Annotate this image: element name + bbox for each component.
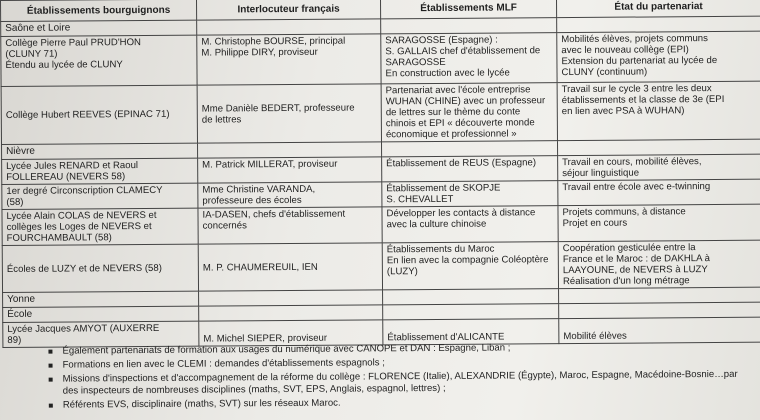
cell-line: Travail entre école avec e-twinning xyxy=(562,181,711,194)
notes-list xyxy=(42,341,760,414)
cell-line: Mme Danièle BEDERT, professeure xyxy=(201,102,355,115)
etablissement-cell xyxy=(2,208,198,245)
header-etablissements-mlf: Établissements MLF xyxy=(380,0,556,19)
etat-cell xyxy=(558,179,760,205)
table-row xyxy=(1,31,760,86)
bullet-icon xyxy=(49,378,53,382)
cell-line: professeure des écoles xyxy=(202,194,302,207)
empty-cell xyxy=(199,290,383,306)
etat-cell xyxy=(557,31,760,82)
header-etablissements-bourguignons: Établissements bourguignons xyxy=(1,0,197,21)
mlf-cell xyxy=(382,242,558,290)
cell-line: SARAGOSSE xyxy=(385,56,446,69)
header-interlocuteur-francais: Interlocuteur français xyxy=(196,0,380,20)
cell-line: Étendu au lycée de CLUNY xyxy=(5,59,123,71)
cell-line: M. Patrick MILLERAT, proviseur xyxy=(202,158,338,171)
cell-line: M. Michel SIEPER, proviseur xyxy=(203,332,328,345)
cell-line: Partenariat avec l'école entreprise xyxy=(385,84,531,97)
cell-line: FOURCHAMBAULT (58) xyxy=(6,232,112,244)
cell-line: Réalisation d'un long métrage xyxy=(562,275,690,288)
cell-line: Développer les contacts à distance xyxy=(386,207,536,220)
cell-line: Établissement d'ALICANTE xyxy=(387,331,505,344)
mlf-cell xyxy=(383,319,559,345)
cell-line: en lien avec PSA à WUHAN) xyxy=(561,105,685,118)
empty-cell xyxy=(198,142,382,158)
etat-cell xyxy=(557,81,760,140)
empty-cell xyxy=(381,18,557,34)
cell-line: Mme Christine VARANDA, xyxy=(202,183,316,196)
mlf-cell xyxy=(382,206,558,243)
cell-line: avec la culture chinoise xyxy=(386,218,487,231)
cell-line: chinois et EPI « découverte monde xyxy=(385,117,535,130)
etablissement-cell xyxy=(1,85,197,144)
interlocuteur-cell xyxy=(198,207,382,244)
empty-cell xyxy=(557,16,760,32)
cell-line: France et le Maroc : de DAKHLA à xyxy=(562,253,711,266)
mlf-cell xyxy=(382,181,558,207)
cell-line: (58) xyxy=(6,196,24,208)
cell-line: Lycée Jacques AMYOT (AUXERRE xyxy=(7,322,160,335)
cell-line: Établissement de SKOPJE xyxy=(386,182,501,195)
table-row xyxy=(1,81,760,144)
cell-line: M. Christophe BOURSE, principal xyxy=(201,35,346,48)
section-row-label: Nièvre xyxy=(2,143,198,159)
cell-line: Travail en cours, mobilité élèves, xyxy=(562,156,702,169)
etablissement-cell xyxy=(2,158,198,184)
interlocuteur-cell xyxy=(199,320,383,346)
etat-cell xyxy=(559,317,760,343)
note-text: Missions d'inspections et d'accompagnement de la réforme du collège : FLORENCE (Italie), ALEXANDRIE (Égypte), Maroc, Espagne, Macédoine-Bosnie…par xyxy=(62,368,738,385)
empty-cell xyxy=(557,139,760,155)
cell-line: LAAYOUNE, de NEVERS à LUZY xyxy=(562,264,708,277)
etablissement-cell xyxy=(2,183,198,209)
empty-cell xyxy=(383,289,559,305)
cell-line: IA-DASEN, chefs d'établissement xyxy=(202,208,346,221)
cell-line: Écoles de LUZY et de NEVERS (58) xyxy=(6,262,162,275)
table-body xyxy=(1,16,760,347)
cell-line: de lettres sur le thème du conte xyxy=(385,106,521,119)
bullet-icon xyxy=(49,364,53,368)
interlocuteur-cell xyxy=(198,182,382,208)
cell-line: Extension du partenariat au lycée de xyxy=(561,54,718,68)
note-text: des inspecteurs de nombreuses disciplines (maths, SVT, EPS, Anglais, espagnol, lettres) ; xyxy=(62,382,446,397)
note-item xyxy=(43,395,760,412)
cell-line: M. Philippe DIRY, proviseur xyxy=(201,46,318,59)
cell-line: séjour linguistique xyxy=(562,167,640,180)
bullet-icon xyxy=(49,404,53,408)
etablissement-cell xyxy=(1,35,197,86)
interlocuteur-cell xyxy=(198,243,382,291)
cell-line: S. GALLAIS chef d'établissement de xyxy=(385,45,541,58)
cell-line: S. CHEVALLET xyxy=(386,193,454,206)
etablissement-cell xyxy=(2,244,198,292)
note-text: Également partenariats de formation aux usages du numérique avec CANOPE et DAN : Espagne, Liban ; xyxy=(62,342,511,357)
table-row xyxy=(2,204,760,245)
cell-line: Lycée Jules RENARD et Raoul xyxy=(6,160,139,172)
cell-line: Projets communs, à distance xyxy=(562,206,686,219)
interlocuteur-cell xyxy=(197,84,381,143)
cell-line: avec le nouveau collège (EPI) xyxy=(561,44,689,57)
cell-line: En construction avec le lycée xyxy=(385,67,510,80)
etat-cell xyxy=(558,204,760,241)
cell-line: 1er degré Circonscription CLAMECY xyxy=(6,184,163,197)
mlf-cell xyxy=(381,83,557,142)
empty-cell xyxy=(199,305,383,321)
cell-line: (LUZY) xyxy=(386,266,418,278)
header-etat-partenariat: État du partenariat xyxy=(556,0,760,18)
cell-line: de lettres xyxy=(201,113,242,126)
empty-cell xyxy=(559,302,760,318)
cell-line: économique et professionnel » xyxy=(385,128,517,141)
mlf-cell xyxy=(382,156,558,182)
empty-cell xyxy=(559,287,760,303)
cell-line: FOLLEREAU (NEVERS 58) xyxy=(6,171,126,183)
cell-line: Coopération gesticulée entre la xyxy=(562,242,696,255)
note-text: Formations en lien avec le CLEMI : demandes d'établissements espagnols ; xyxy=(62,357,385,371)
etat-cell xyxy=(558,240,760,288)
cell-line: établissements et la classe de 3e (EPI xyxy=(561,93,725,107)
empty-cell xyxy=(197,19,381,35)
subsection-row-label: École xyxy=(3,306,199,322)
interlocuteur-cell xyxy=(197,34,381,85)
interlocuteur-cell xyxy=(198,157,382,183)
cell-line: Mobilité élèves xyxy=(563,330,627,343)
cell-line: Collège Hubert REEVES (EPINAC 71) xyxy=(5,108,170,121)
cell-line: Établissement de REUS (Espagne) xyxy=(386,157,537,170)
cell-line: Mobilités élèves, projets communs xyxy=(561,33,708,46)
cell-line: collèges les Loges de NEVERS et xyxy=(6,220,152,233)
cell-line: (CLUNY 71) xyxy=(5,48,58,60)
empty-cell xyxy=(383,304,559,320)
section-row-label: Yonne xyxy=(3,291,199,307)
note-text: Référents EVS, disciplinaire (maths, SVT) sur les réseaux Maroc. xyxy=(62,397,341,411)
bullet-icon xyxy=(48,350,52,354)
cell-line: M. P. CHAUMEREUIL, IEN xyxy=(202,261,318,274)
cell-line: Collège Pierre Paul PRUD'HON xyxy=(5,37,142,49)
empty-cell xyxy=(381,141,557,157)
cell-line: Travail sur le cycle 3 entre les deux xyxy=(561,83,712,96)
etablissement-cell xyxy=(3,321,199,347)
cell-line: Établissements du Maroc xyxy=(386,243,495,256)
cell-line: WUHAN (CHINE) avec un professeur xyxy=(385,95,546,108)
mlf-cell xyxy=(381,33,557,84)
cell-line: Projet en cours xyxy=(562,217,628,230)
cell-line: Lycée Alain COLAS de NEVERS et xyxy=(6,209,157,222)
cell-line: concernés xyxy=(202,220,247,232)
cell-line: CLUNY (continuum) xyxy=(561,66,648,79)
section-row-label: Saône et Loire xyxy=(1,20,197,36)
cell-line: SARAGOSSE (Espagne) : xyxy=(385,34,498,47)
cell-line: En lien avec la compagnie Coléoptère xyxy=(386,254,549,267)
cell-line: 89) xyxy=(7,334,22,346)
table-row xyxy=(2,240,760,292)
etat-cell xyxy=(558,154,760,180)
note-item xyxy=(43,369,760,398)
